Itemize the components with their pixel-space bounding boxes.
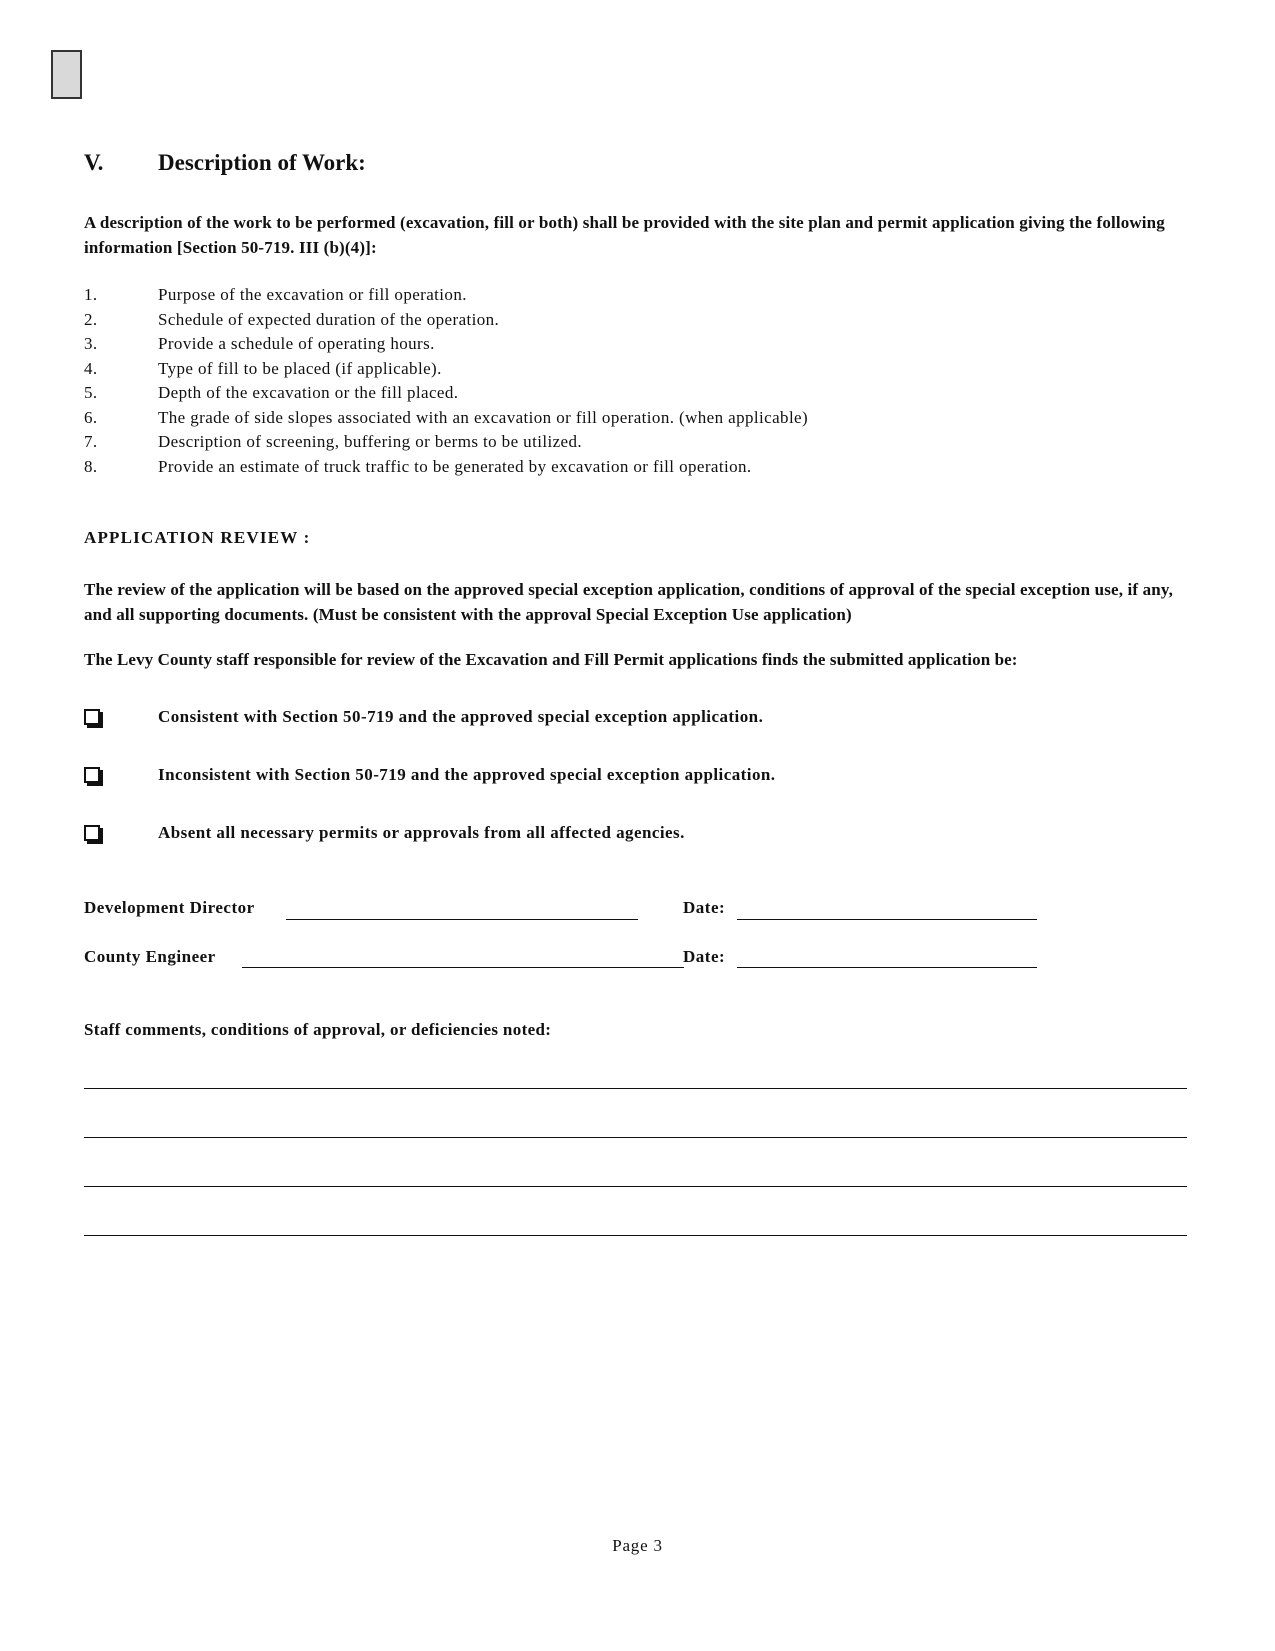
director-label: Development Director xyxy=(84,898,255,917)
list-item-number: 8. xyxy=(84,456,98,476)
list-item-number: 3. xyxy=(84,334,98,353)
list-item xyxy=(84,406,1194,431)
checkbox-absent-permits[interactable] xyxy=(84,825,100,841)
list-item-text: Schedule of expected duration of the operation. xyxy=(158,309,500,329)
comment-line[interactable] xyxy=(84,1186,1187,1187)
list-item-text: Provide a schedule of operating hours. xyxy=(158,334,435,353)
review-heading: APPLICATION REVIEW : xyxy=(84,528,311,547)
list-item xyxy=(84,430,1194,455)
engineer-date-line[interactable] xyxy=(737,967,1037,968)
list-item xyxy=(84,308,1194,333)
option-label: Inconsistent with Section 50-719 and the approved special exception application. xyxy=(158,765,776,784)
list-item xyxy=(84,332,1194,357)
list-item-number: 5. xyxy=(84,383,98,402)
option-absent-permits[interactable] xyxy=(84,823,1184,849)
requirements-list xyxy=(84,283,1194,479)
review-paragraph: The review of the application will be based on the approved special exception application, conditions of approval of the special exception use, if any, and all supporting documents. (Must be consistent with the approval Special Exception Use application) xyxy=(84,580,1173,624)
list-item-text: Purpose of the excavation or fill operation. xyxy=(158,285,467,304)
list-item xyxy=(84,381,1194,406)
engineer-signature-line[interactable] xyxy=(242,967,684,968)
list-item-number: 6. xyxy=(84,407,98,427)
engineer-date-label: Date: xyxy=(683,947,726,966)
list-item xyxy=(84,357,1194,382)
comment-line[interactable] xyxy=(84,1088,1187,1089)
option-label: Consistent with Section 50-719 and the approved special exception application. xyxy=(158,707,764,726)
list-item-text: Depth of the excavation or the fill placed. xyxy=(158,383,459,402)
comment-line[interactable] xyxy=(84,1235,1187,1236)
list-item-text: The grade of side slopes associated with an excavation or fill operation. (when applicable) xyxy=(158,407,809,427)
section-number: V. xyxy=(84,150,104,175)
list-item-text: Type of fill to be placed (if applicable). xyxy=(158,358,442,378)
list-item-number: 4. xyxy=(84,358,98,378)
list-item xyxy=(84,455,1194,480)
list-item-text: Description of screening, buffering or berms to be utilized. xyxy=(158,432,583,451)
list-item-text: Provide an estimate of truck traffic to be generated by excavation or fill operation. xyxy=(158,456,752,476)
director-date-label: Date: xyxy=(683,898,726,917)
list-item-number: 2. xyxy=(84,309,98,329)
option-consistent[interactable] xyxy=(84,707,1184,733)
director-signature-line[interactable] xyxy=(286,919,638,920)
engineer-label: County Engineer xyxy=(84,947,216,966)
intro-paragraph: A description of the work to be performed (excavation, fill or both) shall be provided with the site plan and permit application giving the following information [Section 50-719. III (b)(4)]: xyxy=(84,213,1165,257)
option-inconsistent[interactable] xyxy=(84,765,1184,791)
comment-line[interactable] xyxy=(84,1137,1187,1138)
option-label: Absent all necessary permits or approvals from all affected agencies. xyxy=(158,823,685,842)
corner-marker-box xyxy=(51,50,82,99)
checkbox-inconsistent[interactable] xyxy=(84,767,100,783)
page-number: Page 3 xyxy=(612,1536,663,1555)
list-item xyxy=(84,283,1194,308)
list-item-number: 7. xyxy=(84,432,98,451)
comments-label: Staff comments, conditions of approval, or deficiencies noted: xyxy=(84,1020,552,1039)
list-item-number: 1. xyxy=(84,285,98,304)
section-title: Description of Work: xyxy=(158,150,366,175)
staff-statement: The Levy County staff responsible for review of the Excavation and Fill Permit applications finds the submitted application be: xyxy=(84,650,1018,669)
checkbox-consistent[interactable] xyxy=(84,709,100,725)
director-date-line[interactable] xyxy=(737,919,1037,920)
